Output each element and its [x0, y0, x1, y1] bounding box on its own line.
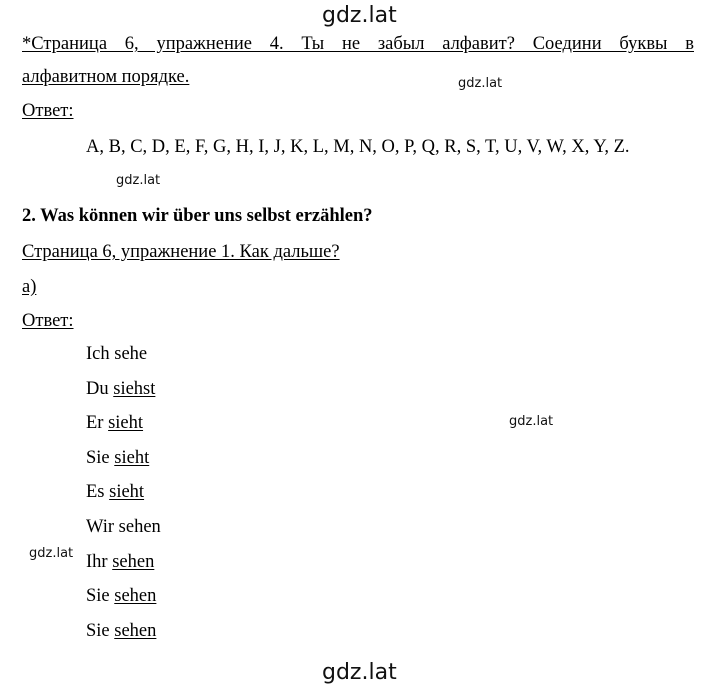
conjugation-row: [86, 551, 154, 573]
verb-form: sehe: [114, 344, 148, 364]
pronoun: Er: [86, 413, 104, 434]
watermark-bottom: gdz.lat: [322, 660, 397, 685]
watermark-mid: gdz.lat: [116, 173, 161, 188]
conjugation-row: [86, 585, 156, 607]
exercise-heading-line2: алфавитном порядке.: [22, 67, 190, 87]
answer-label: Ответ:: [22, 311, 74, 331]
verb-form: sieht: [108, 413, 144, 434]
pronoun: Sie: [86, 447, 110, 468]
verb-form: siehst: [113, 378, 156, 399]
watermark-top: gdz.lat: [322, 3, 397, 28]
verb-form: sieht: [109, 482, 145, 503]
exercise-heading-line1: *Страница 6, упражнение 4. Ты не забыл алфавит? Соедини буквы в: [22, 34, 694, 54]
pronoun: Ihr: [86, 551, 108, 572]
verb-form: sehen: [118, 517, 161, 537]
verb-form: sieht: [114, 447, 150, 468]
verb-form: sehen: [112, 551, 155, 572]
verb-form: sehen: [114, 620, 157, 641]
pronoun: Ich: [86, 344, 110, 364]
watermark-left: gdz.lat: [29, 546, 74, 561]
conjugation-row: [86, 481, 144, 503]
pronoun: Sie: [86, 586, 110, 607]
pronoun: Sie: [86, 620, 110, 641]
conjugation-row: [86, 343, 147, 365]
watermark-mid: gdz.lat: [509, 414, 554, 429]
conjugation-row: [86, 412, 143, 434]
verb-form: sehen: [114, 586, 157, 607]
conjugation-row: [86, 447, 149, 469]
conjugation-row: [86, 516, 161, 538]
pronoun: Du: [86, 378, 109, 399]
alphabet-answer: A, B, C, D, E, F, G, H, I, J, K, L, M, N, O, P, Q, R, S, T, U, V, W, X, Y, Z.: [86, 137, 630, 157]
answer-label: Ответ:: [22, 101, 74, 121]
conjugation-row: [86, 378, 155, 400]
watermark-mid: gdz.lat: [458, 76, 503, 91]
pronoun: Es: [86, 482, 105, 503]
conjugation-row: [86, 620, 156, 642]
exercise-heading: Страница 6, упражнение 1. Как дальше?: [22, 242, 340, 262]
section-title: 2. Was können wir über uns selbst erzählen?: [22, 206, 373, 226]
part-label: а): [22, 277, 37, 297]
pronoun: Wir: [86, 517, 115, 537]
